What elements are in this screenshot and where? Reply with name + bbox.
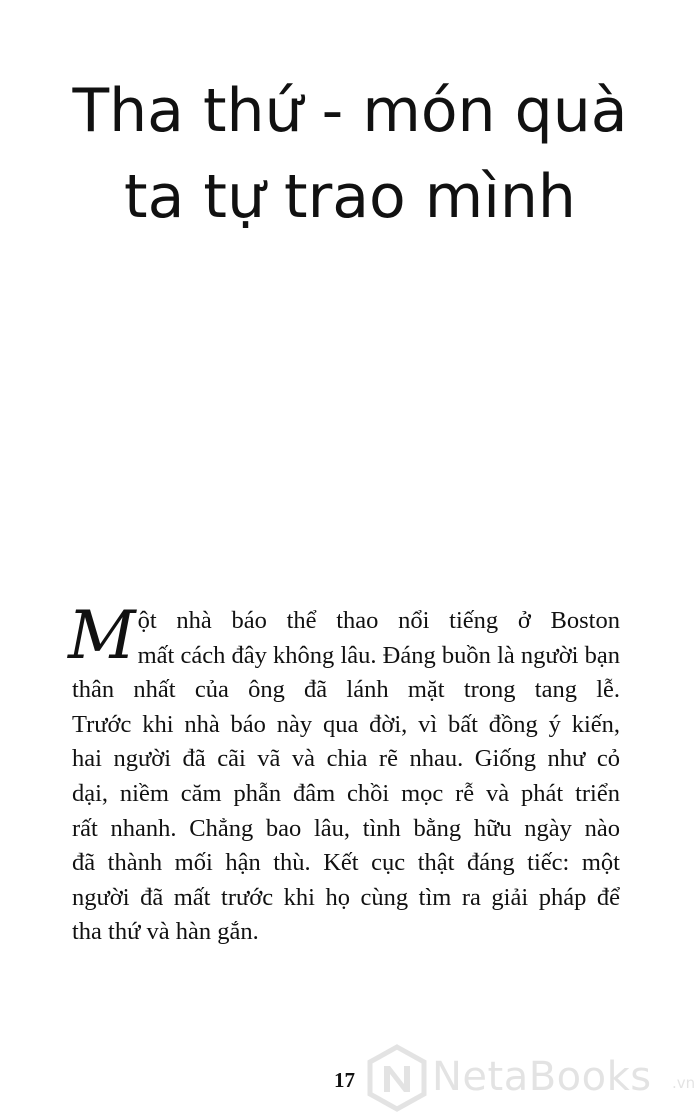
paragraph-line: thân nhất của ông đã lánh mặt trong tang lễ.: [72, 676, 620, 704]
paragraph-line: ột nhà báo thể thao nổi tiếng ở Boston: [137, 607, 620, 634]
watermark-brand: NetaBooks: [432, 1054, 652, 1100]
paragraph-line: rất nhanh. Chẳng bao lâu, tình bằng hữu ngày nào: [72, 814, 620, 842]
chapter-title-line-1: Tha thứ - món quà: [72, 76, 628, 146]
drop-cap: M: [68, 597, 136, 674]
paragraph-line: người đã mất trước khi họ cùng tìm ra giải pháp để: [72, 883, 620, 911]
chapter-title: [0, 68, 700, 240]
body-paragraph: [68, 597, 620, 950]
netabooks-watermark: [366, 1044, 696, 1112]
paragraph-line: mất cách đây không lâu. Đáng buồn là người bạn: [137, 641, 620, 669]
netabooks-logo-icon: [366, 1044, 428, 1112]
paragraph-line: hai người đã cãi vã và chia rẽ nhau. Giống như cỏ: [72, 745, 620, 773]
paragraph-line: dại, niềm căm phẫn đâm chồi mọc rễ và phát triển: [72, 779, 620, 807]
paragraph-line: đã thành mối hận thù. Kết cục thật đáng tiếc: một: [72, 849, 620, 877]
page-number: 17: [334, 1068, 355, 1092]
paragraph-line: tha thứ và hàn gắn.: [72, 918, 259, 946]
chapter-title-line-2: ta tự trao mình: [124, 162, 576, 232]
paragraph-line: Trước khi nhà báo này qua đời, vì bất đồng ý kiến,: [72, 710, 620, 738]
watermark-suffix: .vn: [672, 1074, 696, 1092]
